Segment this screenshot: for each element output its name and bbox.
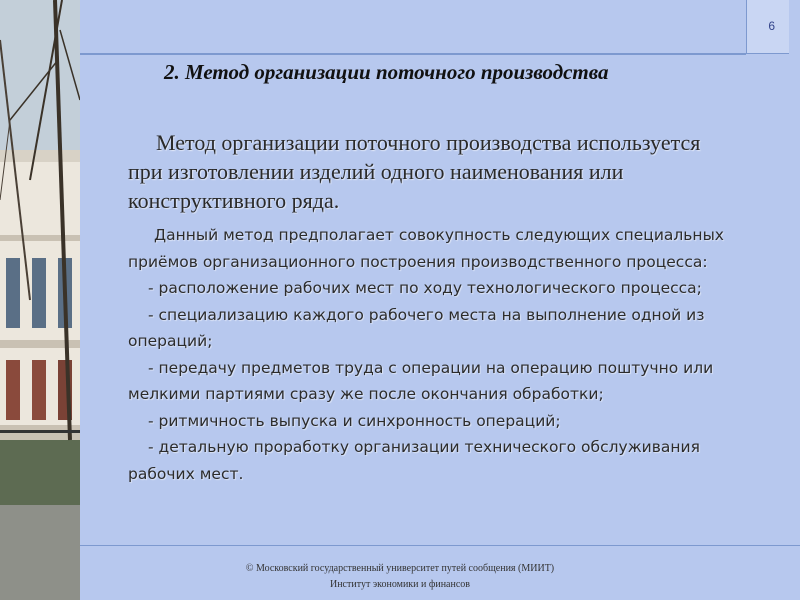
- list-item: - ритмичность выпуска и синхронность операций;: [148, 411, 561, 430]
- building-photo: [0, 0, 80, 600]
- slide-number-box: [746, 0, 789, 54]
- building-illustration: [0, 0, 80, 600]
- method-description: [128, 222, 764, 487]
- footer: [80, 561, 720, 593]
- footer-institute: Институт экономики и финансов: [329, 579, 471, 590]
- list-item: - детальную проработку организации технического обслуживания рабочих мест.: [128, 438, 700, 483]
- slide-title: 2. Метод организации поточного производства: [164, 60, 609, 84]
- list-item: - специализацию каждого рабочего места на выполнение одной из операций;: [128, 305, 705, 350]
- slide-number: 6: [768, 19, 775, 33]
- list-item: - передачу предметов труда с операции на операцию поштучно или мелкими партиями сразу же после окончания обработки;: [128, 358, 714, 403]
- bottom-divider: [80, 545, 800, 546]
- top-divider: [80, 53, 746, 55]
- lead-paragraph: Данный метод предполагает совокупность следующих специальных приёмов организационного построения производственного процесса:: [128, 226, 724, 271]
- footer-university: © Московский государственный университет путей сообщения (МИИТ): [245, 563, 555, 574]
- list-item: - расположение рабочих мест по ходу технологического процесса;: [148, 279, 702, 297]
- intro-paragraph: Метод организации поточного производства используется при изготовлении изделий одного наименования или конструктивного ряда.: [128, 130, 701, 213]
